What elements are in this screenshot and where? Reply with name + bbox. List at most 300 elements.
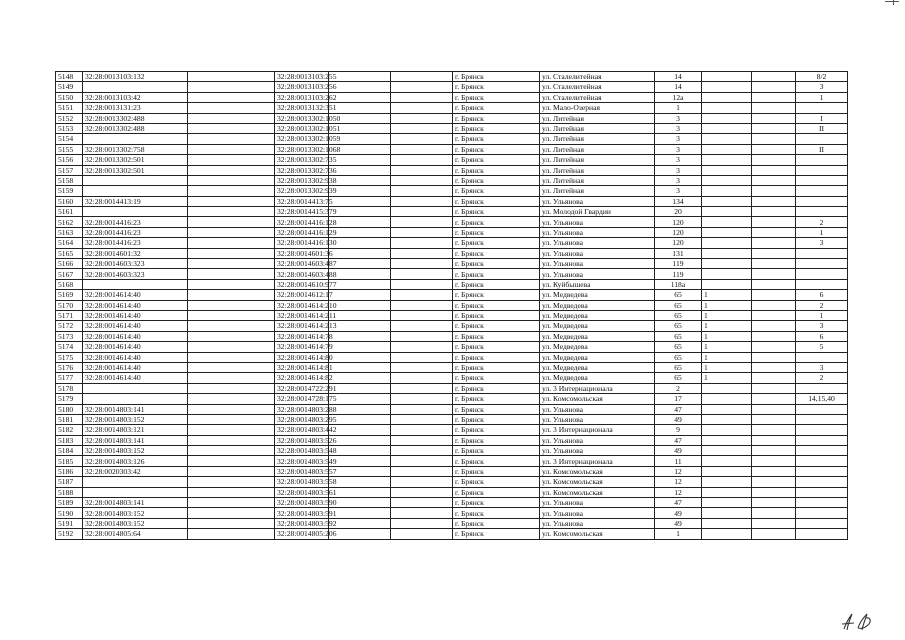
table-row <box>56 82 848 92</box>
table-row <box>56 331 848 341</box>
empty-cell <box>391 134 453 144</box>
table-row <box>56 72 848 82</box>
empty-cell <box>188 362 275 372</box>
building-number-cell <box>702 529 752 539</box>
apartment-number-cell: 1 <box>796 92 848 102</box>
row-number-cell: 5151 <box>56 103 83 113</box>
empty-cell <box>752 425 796 435</box>
house-number-cell: 12 <box>655 466 702 476</box>
land-cadastral-number-cell: 32:28:0014805:64 <box>83 529 188 539</box>
table-row <box>56 310 848 320</box>
row-number-cell: 5168 <box>56 279 83 289</box>
object-cadastral-number-cell: 32:28:0013302:1051 <box>275 123 329 133</box>
apartment-number-cell <box>796 477 848 487</box>
house-number-cell: 12а <box>655 92 702 102</box>
empty-cell <box>391 113 453 123</box>
empty-cell <box>391 248 453 258</box>
apartment-number-cell <box>796 446 848 456</box>
empty-cell <box>752 498 796 508</box>
row-number-cell: 5191 <box>56 518 83 528</box>
empty-cell <box>752 456 796 466</box>
row-number-cell: 5159 <box>56 186 83 196</box>
empty-cell <box>188 352 275 362</box>
land-cadastral-number-cell: 32:28:0013103:132 <box>83 72 188 82</box>
street-cell: ул. Медведева <box>540 373 655 383</box>
house-number-cell: 3 <box>655 175 702 185</box>
empty-cell <box>188 227 275 237</box>
object-cadastral-number-cell: 32:28:0014728:175 <box>275 394 329 404</box>
house-number-cell: 65 <box>655 290 702 300</box>
empty-cell <box>188 238 275 248</box>
building-number-cell <box>702 466 752 476</box>
building-number-cell <box>702 134 752 144</box>
empty-cell <box>391 487 453 497</box>
empty-cell <box>188 248 275 258</box>
street-cell: ул. Литейная <box>540 144 655 154</box>
empty-cell <box>391 310 453 320</box>
land-cadastral-number-cell <box>83 82 188 92</box>
empty-cell <box>329 508 391 518</box>
empty-cell <box>752 352 796 362</box>
city-cell: г. Брянск <box>453 269 540 279</box>
city-cell: г. Брянск <box>453 310 540 320</box>
empty-cell <box>188 383 275 393</box>
apartment-number-cell: 3 <box>796 362 848 372</box>
empty-cell <box>391 477 453 487</box>
empty-cell <box>391 373 453 383</box>
city-cell: г. Брянск <box>453 383 540 393</box>
apartment-number-cell <box>796 196 848 206</box>
building-number-cell <box>702 196 752 206</box>
empty-cell <box>329 435 391 445</box>
land-cadastral-number-cell: 32:28:0014603:323 <box>83 269 188 279</box>
row-number-cell: 5190 <box>56 508 83 518</box>
empty-cell <box>391 518 453 528</box>
street-cell: ул. Литейная <box>540 186 655 196</box>
empty-cell <box>752 82 796 92</box>
row-number-cell: 5160 <box>56 196 83 206</box>
land-cadastral-number-cell: 32:28:0013131:23 <box>83 103 188 113</box>
empty-cell <box>391 155 453 165</box>
empty-cell <box>188 414 275 424</box>
land-cadastral-number-cell: 32:28:0014413:19 <box>83 196 188 206</box>
table-row <box>56 425 848 435</box>
table-row <box>56 383 848 393</box>
empty-cell <box>188 259 275 269</box>
row-number-cell: 5184 <box>56 446 83 456</box>
building-number-cell <box>702 259 752 269</box>
empty-cell <box>329 165 391 175</box>
street-cell: ул. Ульянова <box>540 518 655 528</box>
empty-cell <box>188 186 275 196</box>
object-cadastral-number-cell: 32:28:0014601:36 <box>275 248 329 258</box>
empty-cell <box>752 92 796 102</box>
empty-cell <box>391 508 453 518</box>
city-cell: г. Брянск <box>453 227 540 237</box>
empty-cell <box>391 404 453 414</box>
apartment-number-cell: 3 <box>796 238 848 248</box>
city-cell: г. Брянск <box>453 123 540 133</box>
apartment-number-cell <box>796 134 848 144</box>
empty-cell <box>329 373 391 383</box>
table-row <box>56 165 848 175</box>
table-row <box>56 217 848 227</box>
apartment-number-cell <box>796 269 848 279</box>
city-cell: г. Брянск <box>453 196 540 206</box>
apartment-number-cell <box>796 466 848 476</box>
building-number-cell <box>702 155 752 165</box>
apartment-number-cell <box>796 425 848 435</box>
building-number-cell <box>702 92 752 102</box>
empty-cell <box>391 144 453 154</box>
empty-cell <box>752 290 796 300</box>
object-cadastral-number-cell: 32:28:0014413:75 <box>275 196 329 206</box>
land-cadastral-number-cell: 32:28:0014803:152 <box>83 508 188 518</box>
empty-cell <box>391 238 453 248</box>
street-cell: ул. Ульянова <box>540 238 655 248</box>
city-cell: г. Брянск <box>453 331 540 341</box>
land-cadastral-number-cell <box>83 279 188 289</box>
object-cadastral-number-cell: 32:28:0013302:1068 <box>275 144 329 154</box>
object-cadastral-number-cell: 32:28:0014416:128 <box>275 217 329 227</box>
city-cell: г. Брянск <box>453 238 540 248</box>
land-cadastral-number-cell: 32:28:0014601:32 <box>83 248 188 258</box>
city-cell: г. Брянск <box>453 113 540 123</box>
street-cell: ул. Литейная <box>540 175 655 185</box>
object-cadastral-number-cell: 32:28:0014415:379 <box>275 207 329 217</box>
empty-cell <box>752 404 796 414</box>
row-number-cell: 5165 <box>56 248 83 258</box>
city-cell: г. Брянск <box>453 259 540 269</box>
land-cadastral-number-cell: 32:28:0014803:152 <box>83 446 188 456</box>
building-number-cell <box>702 404 752 414</box>
house-number-cell: 65 <box>655 310 702 320</box>
row-number-cell: 5185 <box>56 456 83 466</box>
table-row <box>56 207 848 217</box>
city-cell: г. Брянск <box>453 207 540 217</box>
land-cadastral-number-cell: 32:28:0014614:40 <box>83 362 188 372</box>
city-cell: г. Брянск <box>453 248 540 258</box>
apartment-number-cell: 6 <box>796 290 848 300</box>
empty-cell <box>329 466 391 476</box>
apartment-number-cell: II <box>796 144 848 154</box>
row-number-cell: 5148 <box>56 72 83 82</box>
house-number-cell: 1 <box>655 103 702 113</box>
empty-cell <box>752 331 796 341</box>
land-cadastral-number-cell <box>83 207 188 217</box>
empty-cell <box>752 373 796 383</box>
empty-cell <box>188 196 275 206</box>
row-number-cell: 5158 <box>56 175 83 185</box>
object-cadastral-number-cell: 32:28:0013302:938 <box>275 175 329 185</box>
row-number-cell: 5188 <box>56 487 83 497</box>
street-cell: ул. Мало-Озерная <box>540 103 655 113</box>
row-number-cell: 5177 <box>56 373 83 383</box>
object-cadastral-number-cell: 32:28:0014610:977 <box>275 279 329 289</box>
empty-cell <box>329 175 391 185</box>
house-number-cell: 49 <box>655 518 702 528</box>
street-cell: ул. Медведева <box>540 300 655 310</box>
building-number-cell <box>702 144 752 154</box>
city-cell: г. Брянск <box>453 144 540 154</box>
land-cadastral-number-cell: 32:28:0014803:141 <box>83 404 188 414</box>
object-cadastral-number-cell: 32:28:0013302:939 <box>275 186 329 196</box>
empty-cell <box>391 103 453 113</box>
apartment-number-cell <box>796 435 848 445</box>
land-cadastral-number-cell: 32:28:0013302:488 <box>83 113 188 123</box>
empty-cell <box>188 279 275 289</box>
city-cell: г. Брянск <box>453 456 540 466</box>
land-cadastral-number-cell: 32:28:0014803:121 <box>83 425 188 435</box>
table-row <box>56 487 848 497</box>
building-number-cell <box>702 82 752 92</box>
building-number-cell <box>702 518 752 528</box>
object-cadastral-number-cell: 32:28:0014803:548 <box>275 446 329 456</box>
empty-cell <box>188 508 275 518</box>
empty-cell <box>752 300 796 310</box>
street-cell: ул. Медведева <box>540 362 655 372</box>
table-row <box>56 466 848 476</box>
building-number-cell: 1 <box>702 321 752 331</box>
empty-cell <box>752 362 796 372</box>
building-number-cell <box>702 394 752 404</box>
empty-cell <box>329 518 391 528</box>
empty-cell <box>329 414 391 424</box>
land-cadastral-number-cell: 32:28:0013302:758 <box>83 144 188 154</box>
apartment-number-cell: 2 <box>796 373 848 383</box>
object-cadastral-number-cell: 32:28:0014614:211 <box>275 310 329 320</box>
empty-cell <box>188 456 275 466</box>
object-cadastral-number-cell: 32:28:0014803:557 <box>275 466 329 476</box>
land-cadastral-number-cell: 32:28:0014416:23 <box>83 238 188 248</box>
street-cell: ул. Ульянова <box>540 404 655 414</box>
empty-cell <box>391 269 453 279</box>
city-cell: г. Брянск <box>453 92 540 102</box>
row-number-cell: 5181 <box>56 414 83 424</box>
street-cell: ул. Комсомольская <box>540 394 655 404</box>
building-number-cell <box>702 186 752 196</box>
empty-cell <box>188 217 275 227</box>
row-number-cell: 5162 <box>56 217 83 227</box>
land-cadastral-number-cell: 32:28:0014416:23 <box>83 217 188 227</box>
building-number-cell <box>702 498 752 508</box>
street-cell: ул. Медведева <box>540 352 655 362</box>
empty-cell <box>188 404 275 414</box>
table-row <box>56 300 848 310</box>
empty-cell <box>752 383 796 393</box>
table-row <box>56 477 848 487</box>
apartment-number-cell: II <box>796 123 848 133</box>
empty-cell <box>752 155 796 165</box>
street-cell: ул. Медведева <box>540 321 655 331</box>
row-number-cell: 5176 <box>56 362 83 372</box>
empty-cell <box>752 217 796 227</box>
land-cadastral-number-cell: 32:28:0014614:40 <box>83 300 188 310</box>
table-row <box>56 238 848 248</box>
empty-cell <box>188 155 275 165</box>
object-cadastral-number-cell: 32:28:0014803:590 <box>275 498 329 508</box>
row-number-cell: 5186 <box>56 466 83 476</box>
empty-cell <box>391 466 453 476</box>
land-cadastral-number-cell: 32:28:0014803:141 <box>83 498 188 508</box>
land-cadastral-number-cell: 32:28:0014803:152 <box>83 414 188 424</box>
street-cell: ул. Ульянова <box>540 446 655 456</box>
city-cell: г. Брянск <box>453 82 540 92</box>
row-number-cell: 5180 <box>56 404 83 414</box>
empty-cell <box>188 446 275 456</box>
apartment-number-cell: 2 <box>796 217 848 227</box>
object-cadastral-number-cell: 32:28:0014416:130 <box>275 238 329 248</box>
street-cell: ул. Ульянова <box>540 227 655 237</box>
street-cell: ул. Куйбышева <box>540 279 655 289</box>
empty-cell <box>391 207 453 217</box>
row-number-cell: 5169 <box>56 290 83 300</box>
empty-cell <box>329 300 391 310</box>
empty-cell <box>752 175 796 185</box>
empty-cell <box>329 82 391 92</box>
corner-mark-icon <box>885 0 899 8</box>
empty-cell <box>752 207 796 217</box>
empty-cell <box>391 498 453 508</box>
empty-cell <box>752 165 796 175</box>
table-row <box>56 352 848 362</box>
empty-cell <box>391 383 453 393</box>
empty-cell <box>391 175 453 185</box>
building-number-cell: 1 <box>702 362 752 372</box>
building-number-cell: 1 <box>702 310 752 320</box>
land-cadastral-number-cell <box>83 186 188 196</box>
table-row <box>56 186 848 196</box>
building-number-cell <box>702 477 752 487</box>
city-cell: г. Брянск <box>453 498 540 508</box>
empty-cell <box>391 352 453 362</box>
table-row <box>56 290 848 300</box>
row-number-cell: 5167 <box>56 269 83 279</box>
empty-cell <box>391 123 453 133</box>
table-row <box>56 269 848 279</box>
city-cell: г. Брянск <box>453 446 540 456</box>
building-number-cell <box>702 165 752 175</box>
street-cell: ул. Ульянова <box>540 196 655 206</box>
street-cell: ул. 3 Интернационала <box>540 383 655 393</box>
empty-cell <box>188 331 275 341</box>
street-cell: ул. Медведева <box>540 342 655 352</box>
street-cell: ул. Литейная <box>540 165 655 175</box>
table-row <box>56 362 848 372</box>
object-cadastral-number-cell: 32:28:0014803:526 <box>275 435 329 445</box>
row-number-cell: 5187 <box>56 477 83 487</box>
object-cadastral-number-cell: 32:28:0014803:442 <box>275 425 329 435</box>
city-cell: г. Брянск <box>453 72 540 82</box>
building-number-cell <box>702 425 752 435</box>
apartment-number-cell: 2 <box>796 300 848 310</box>
empty-cell <box>752 508 796 518</box>
apartment-number-cell <box>796 155 848 165</box>
building-number-cell <box>702 446 752 456</box>
empty-cell <box>329 310 391 320</box>
empty-cell <box>329 487 391 497</box>
house-number-cell: 118а <box>655 279 702 289</box>
table-row <box>56 373 848 383</box>
empty-cell <box>329 217 391 227</box>
apartment-number-cell: 1 <box>796 310 848 320</box>
city-cell: г. Брянск <box>453 342 540 352</box>
row-number-cell: 5150 <box>56 92 83 102</box>
table-row <box>56 498 848 508</box>
object-cadastral-number-cell: 32:28:0014603:488 <box>275 269 329 279</box>
city-cell: г. Брянск <box>453 518 540 528</box>
building-number-cell <box>702 207 752 217</box>
empty-cell <box>329 196 391 206</box>
land-cadastral-number-cell: 32:28:0014614:40 <box>83 342 188 352</box>
empty-cell <box>329 290 391 300</box>
empty-cell <box>329 238 391 248</box>
apartment-number-cell <box>796 518 848 528</box>
house-number-cell: 49 <box>655 414 702 424</box>
empty-cell <box>752 477 796 487</box>
building-number-cell <box>702 248 752 258</box>
object-cadastral-number-cell: 32:28:0013132:351 <box>275 103 329 113</box>
land-cadastral-number-cell: 32:28:0014614:40 <box>83 290 188 300</box>
house-number-cell: 1 <box>655 529 702 539</box>
street-cell: ул. Молодой Гвардии <box>540 207 655 217</box>
table-row <box>56 175 848 185</box>
object-cadastral-number-cell: 32:28:0013302:736 <box>275 165 329 175</box>
city-cell: г. Брянск <box>453 155 540 165</box>
empty-cell <box>329 248 391 258</box>
building-number-cell <box>702 269 752 279</box>
empty-cell <box>752 310 796 320</box>
empty-cell <box>391 321 453 331</box>
apartment-number-cell <box>796 383 848 393</box>
empty-cell <box>391 362 453 372</box>
house-number-cell: 3 <box>655 186 702 196</box>
house-number-cell: 65 <box>655 342 702 352</box>
empty-cell <box>329 404 391 414</box>
city-cell: г. Брянск <box>453 103 540 113</box>
empty-cell <box>188 92 275 102</box>
street-cell: ул. Литейная <box>540 123 655 133</box>
land-cadastral-number-cell: 32:28:0014614:40 <box>83 321 188 331</box>
table-row <box>56 446 848 456</box>
apartment-number-cell <box>796 248 848 258</box>
apartment-number-cell <box>796 414 848 424</box>
empty-cell <box>752 518 796 528</box>
row-number-cell: 5178 <box>56 383 83 393</box>
empty-cell <box>752 248 796 258</box>
city-cell: г. Брянск <box>453 425 540 435</box>
building-number-cell <box>702 238 752 248</box>
empty-cell <box>391 165 453 175</box>
building-number-cell <box>702 227 752 237</box>
city-cell: г. Брянск <box>453 279 540 289</box>
empty-cell <box>188 300 275 310</box>
object-cadastral-number-cell: 32:28:0013302:735 <box>275 155 329 165</box>
row-number-cell: 5164 <box>56 238 83 248</box>
house-number-cell: 65 <box>655 362 702 372</box>
city-cell: г. Брянск <box>453 508 540 518</box>
empty-cell <box>329 259 391 269</box>
object-cadastral-number-cell: 32:28:0013103:262 <box>275 92 329 102</box>
street-cell: ул. Ульянова <box>540 259 655 269</box>
empty-cell <box>391 456 453 466</box>
empty-cell <box>752 123 796 133</box>
building-number-cell <box>702 123 752 133</box>
land-cadastral-number-cell <box>83 487 188 497</box>
street-cell: ул. Ульянова <box>540 498 655 508</box>
city-cell: г. Брянск <box>453 404 540 414</box>
row-number-cell: 5192 <box>56 529 83 539</box>
